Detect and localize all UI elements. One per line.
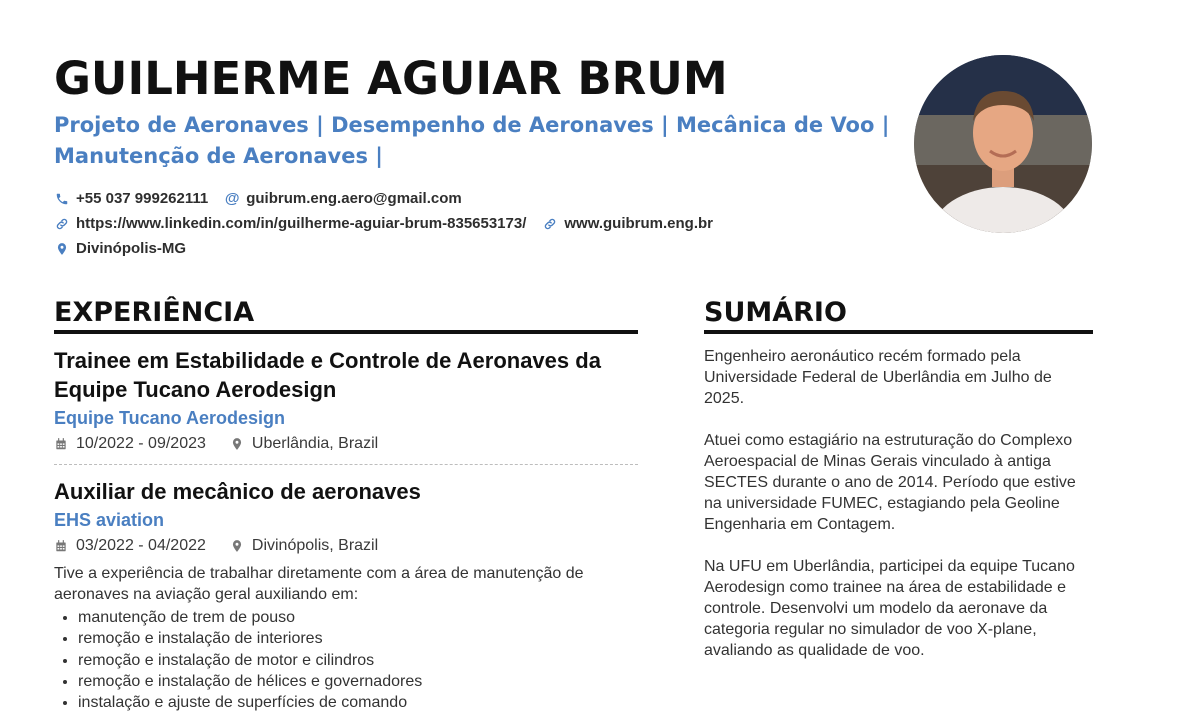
link-icon	[542, 216, 558, 232]
contact-info	[54, 186, 729, 261]
summary-paragraph: Atuei como estagiário na estruturação do Complexo Aeroespacial de Minas Gerais vinculado à antiga SECTES durante o ano de 2014. Período que estive na universidade FUMEC, estagiando pela Geoline Engenharia em Contagem.	[704, 432, 1076, 533]
company-name: EHS aviation	[54, 510, 165, 530]
summary-section-title: SUMÁRIO	[704, 296, 1093, 334]
job-meta	[54, 432, 638, 456]
experience-list	[54, 346, 638, 713]
job-dates: 03/2022 - 04/2022	[76, 537, 206, 554]
job-dates: 10/2022 - 09/2023	[76, 435, 206, 452]
bullet-item: • remoção e instalação de interiores	[78, 628, 638, 649]
linkedin-url[interactable]: https://www.linkedin.com/in/guilherme-aguiar-brum-835653173/	[76, 215, 527, 232]
location-text: Divinópolis-MG	[76, 240, 186, 257]
experience-section-title: EXPERIÊNCIA	[54, 296, 638, 334]
job-title: Trainee em Estabilidade e Controle de Aeronaves da Equipe Tucano Aerodesign	[54, 348, 601, 402]
map-pin-icon	[230, 437, 244, 451]
email-item[interactable]	[224, 190, 462, 207]
headline-line-2: Manutenção de Aeronaves |	[54, 144, 383, 168]
job-description: Tive a experiência de trabalhar diretamente com a área de manutenção de aeronaves na aviação geral auxiliando em:	[54, 565, 584, 603]
phone-icon	[54, 191, 70, 207]
link-icon	[54, 216, 70, 232]
entry-divider	[54, 464, 638, 465]
location-item	[54, 240, 186, 257]
job-location: Divinópolis, Brazil	[251, 537, 379, 554]
candidate-name: GUILHERME AGUIAR BRUM	[54, 52, 728, 105]
summary-paragraph: Na UFU em Uberlândia, participei da equipe Tucano Aerodesign como trainee na área de estabilidade e controle. Desenvolvi um modelo da aeronave da categoria regular no simulador de voo X-plane, avaliando as qualidade de voo.	[704, 558, 1075, 659]
phone-text: +55 037 999262111	[76, 190, 209, 207]
map-pin-icon	[54, 241, 70, 257]
phone-item	[54, 190, 208, 207]
bullet-item: • instalação e ajuste de superfícies de comando	[78, 692, 638, 713]
job-title: Auxiliar de mecânico de aeronaves	[54, 479, 421, 504]
website-url[interactable]: www.guibrum.eng.br	[564, 215, 713, 232]
bullet-item: • remoção e instalação de hélices e governadores	[78, 671, 638, 692]
calendar-icon	[54, 437, 68, 451]
headline	[54, 110, 914, 172]
calendar-icon	[54, 539, 68, 553]
job-location: Uberlândia, Brazil	[251, 435, 379, 452]
at-icon: @	[224, 190, 240, 207]
experience-entry	[54, 477, 638, 713]
bullet-item: • manutenção de trem de pouso	[78, 607, 638, 628]
company-name: Equipe Tucano Aerodesign	[54, 408, 286, 428]
map-pin-icon	[230, 539, 244, 553]
website-item[interactable]	[542, 215, 713, 232]
experience-entry	[54, 346, 638, 456]
headline-line-1: Projeto de Aeronaves | Desempenho de Aeronaves | Mecânica de Voo |	[54, 113, 890, 137]
email-text[interactable]: guibrum.eng.aero@gmail.com	[246, 190, 462, 207]
job-meta	[54, 534, 638, 558]
summary-paragraph: Engenheiro aeronáutico recém formado pela Universidade Federal de Uberlândia em Julho de 2025.	[704, 348, 1052, 407]
job-bullets	[54, 607, 638, 713]
summary-text	[704, 346, 1093, 682]
bullet-item: • remoção e instalação de motor e cilindros	[78, 650, 638, 671]
profile-photo	[914, 55, 1092, 233]
linkedin-item[interactable]	[54, 215, 526, 232]
